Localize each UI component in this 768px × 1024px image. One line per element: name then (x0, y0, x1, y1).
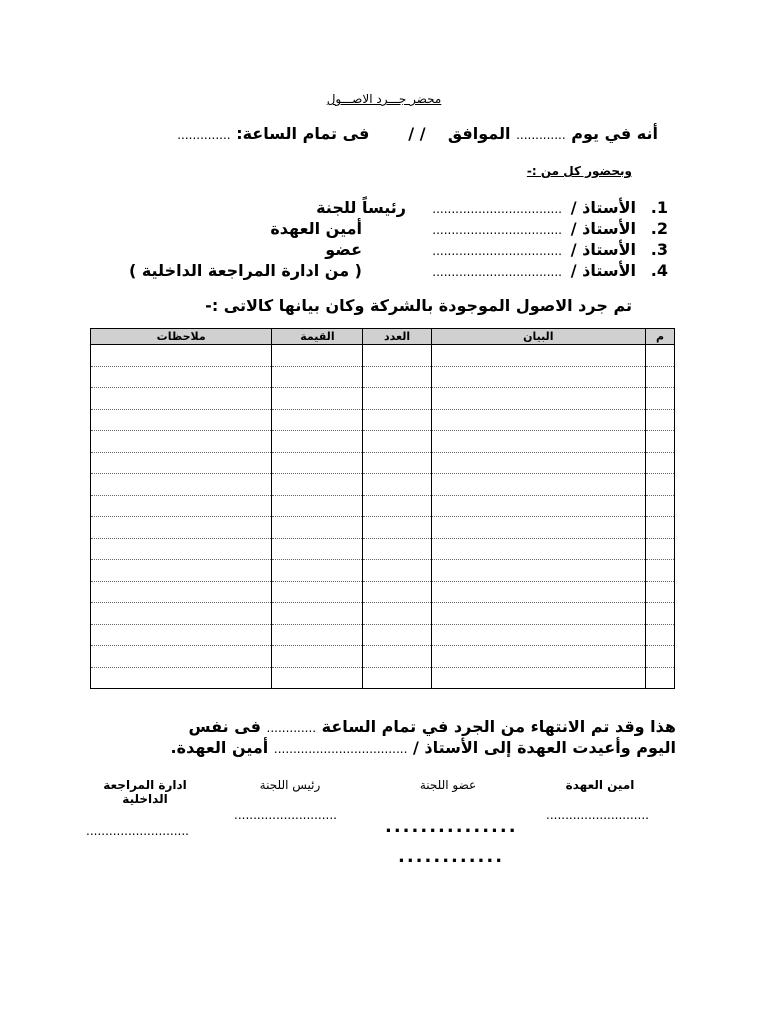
table-cell (645, 517, 674, 539)
table-row (91, 409, 675, 431)
table-cell (272, 560, 363, 582)
member-row (0, 240, 768, 261)
table-cell (91, 431, 272, 453)
table-cell (363, 366, 431, 388)
table-cell (363, 667, 431, 689)
table-cell (363, 560, 431, 582)
table-cell (272, 517, 363, 539)
closing-dots: ............. (266, 721, 317, 735)
table-cell (91, 452, 272, 474)
member-label: الأستاذ / (570, 240, 636, 259)
table-cell (645, 581, 674, 603)
document-title: محضر جـــرد الاصـــول (326, 92, 442, 106)
header-description: البيان (431, 329, 645, 345)
table-row (91, 366, 675, 388)
table-row (91, 345, 675, 367)
table-cell (645, 431, 674, 453)
table-cell (431, 452, 645, 474)
table-cell (645, 560, 674, 582)
intro-line (177, 124, 658, 143)
table-cell (91, 474, 272, 496)
table-cell (272, 538, 363, 560)
table-cell (272, 624, 363, 646)
signature-label: عضو اللجنة (419, 778, 477, 792)
inventory-heading: تم جرد الاصول الموجودة بالشركة وكان بيانها كالاتى :- (205, 296, 632, 315)
member-dots: .................................. (432, 223, 562, 237)
member-number: 4. (650, 261, 668, 280)
table-cell (272, 431, 363, 453)
member-number: 1. (650, 198, 668, 217)
member-dots: .................................. (432, 265, 562, 279)
day-label: أنه في يوم (571, 124, 658, 143)
table-cell (91, 624, 272, 646)
table-cell (431, 667, 645, 689)
table-cell (272, 581, 363, 603)
table-cell (431, 345, 645, 367)
table-cell (645, 345, 674, 367)
presence-label: وبحضور كل من :- (526, 164, 632, 178)
table-row (91, 581, 675, 603)
table-cell (363, 431, 431, 453)
table-cell (431, 517, 645, 539)
table-cell (431, 431, 645, 453)
table-cell (431, 388, 645, 410)
signature-custodian (540, 778, 660, 792)
table-cell (272, 409, 363, 431)
table-cell (431, 474, 645, 496)
member-number: 2. (650, 219, 668, 238)
table-cell (91, 388, 272, 410)
table-row (91, 646, 675, 668)
table-cell (363, 409, 431, 431)
signature-committee-head (230, 778, 350, 792)
closing-dots: ................................... (273, 742, 408, 756)
closing-text: أمين العهدة. (170, 738, 269, 757)
member-dots: .................................. (432, 202, 562, 216)
header-notes: ملاحظات (91, 329, 272, 345)
table-cell (363, 581, 431, 603)
table-cell (645, 495, 674, 517)
member-label: الأستاذ / (570, 219, 636, 238)
table-cell (363, 452, 431, 474)
member-label: الأستاذ / (570, 261, 636, 280)
table-cell (431, 646, 645, 668)
table-cell (363, 495, 431, 517)
table-row (91, 517, 675, 539)
member-role: أمين العهدة (270, 219, 362, 238)
table-cell (272, 667, 363, 689)
table-cell (645, 409, 674, 431)
signature-label: ادارة المراجعة الداخلية (103, 778, 187, 806)
table-cell (645, 474, 674, 496)
table-cell (91, 345, 272, 367)
signature-dots: ........................... (234, 808, 337, 822)
matching-label: الموافق (447, 124, 511, 143)
member-row (0, 198, 768, 219)
table-cell (431, 603, 645, 625)
table-cell (431, 409, 645, 431)
table-row (91, 474, 675, 496)
table-cell (645, 667, 674, 689)
table-row (91, 452, 675, 474)
table-cell (645, 538, 674, 560)
member-dots: .................................. (432, 244, 562, 258)
table-cell (431, 366, 645, 388)
table-cell (272, 646, 363, 668)
signature-dots: ........................... (546, 808, 649, 822)
table-cell (272, 495, 363, 517)
table-cell (363, 474, 431, 496)
table-row (91, 624, 675, 646)
table-cell (363, 646, 431, 668)
table-cell (363, 345, 431, 367)
table-row (91, 431, 675, 453)
header-index: م (645, 329, 674, 345)
table-row (91, 538, 675, 560)
signature-dots: ............... (385, 816, 518, 837)
table-cell (363, 388, 431, 410)
table-cell (272, 603, 363, 625)
signature-label: امين العهدة (565, 778, 635, 792)
table-cell (91, 409, 272, 431)
table-row (91, 667, 675, 689)
table-row (91, 495, 675, 517)
closing-line-2 (171, 738, 676, 757)
table-cell (91, 517, 272, 539)
table-cell (645, 452, 674, 474)
table-cell (645, 603, 674, 625)
table-cell (645, 624, 674, 646)
table-header-row (91, 329, 675, 345)
member-row (0, 261, 768, 282)
member-role: ( من ادارة المراجعة الداخلية ) (128, 261, 362, 280)
signature-dots: ............ (398, 846, 505, 867)
table-cell (645, 366, 674, 388)
table-cell (91, 646, 272, 668)
table-row (91, 560, 675, 582)
table-cell (272, 366, 363, 388)
table-row (91, 388, 675, 410)
table-cell (431, 581, 645, 603)
time-label: فى تمام الساعة: (236, 124, 370, 143)
table-cell (363, 603, 431, 625)
signature-committee-member (388, 778, 508, 792)
inventory-table (90, 328, 675, 689)
table-cell (272, 388, 363, 410)
closing-text: اليوم وأعيدت العهدة إلى الأستاذ / (412, 738, 676, 757)
table-cell (363, 538, 431, 560)
closing-text: هذا وقد تم الانتهاء من الجرد في تمام الساعة (321, 717, 676, 736)
member-number: 3. (650, 240, 668, 259)
closing-text: فى نفس (188, 717, 261, 736)
date-slashes: / / (408, 124, 426, 143)
table-cell (91, 538, 272, 560)
member-role: عضو (325, 240, 362, 259)
table-cell (431, 624, 645, 646)
member-role: رئيساً للجنة (316, 198, 406, 217)
member-row (0, 219, 768, 240)
table-cell (431, 538, 645, 560)
day-dots: ............. (516, 128, 566, 142)
table-cell (91, 581, 272, 603)
table-cell (645, 646, 674, 668)
table-cell (91, 495, 272, 517)
table-cell (91, 603, 272, 625)
table-cell (91, 560, 272, 582)
table-cell (272, 345, 363, 367)
table-cell (272, 474, 363, 496)
header-value: القيمة (272, 329, 363, 345)
table-cell (431, 495, 645, 517)
signature-dots: ........................... (86, 824, 189, 838)
header-count: العدد (363, 329, 431, 345)
table-cell (645, 388, 674, 410)
table-cell (91, 667, 272, 689)
table-cell (363, 517, 431, 539)
signature-internal-audit (90, 778, 200, 806)
member-label: الأستاذ / (570, 198, 636, 217)
table-cell (363, 624, 431, 646)
table-cell (431, 560, 645, 582)
table-cell (272, 452, 363, 474)
time-dots: .............. (177, 128, 231, 142)
table-cell (91, 366, 272, 388)
table-row (91, 603, 675, 625)
closing-line-1 (189, 717, 676, 736)
signature-label: رئيس اللجنة (259, 778, 321, 792)
